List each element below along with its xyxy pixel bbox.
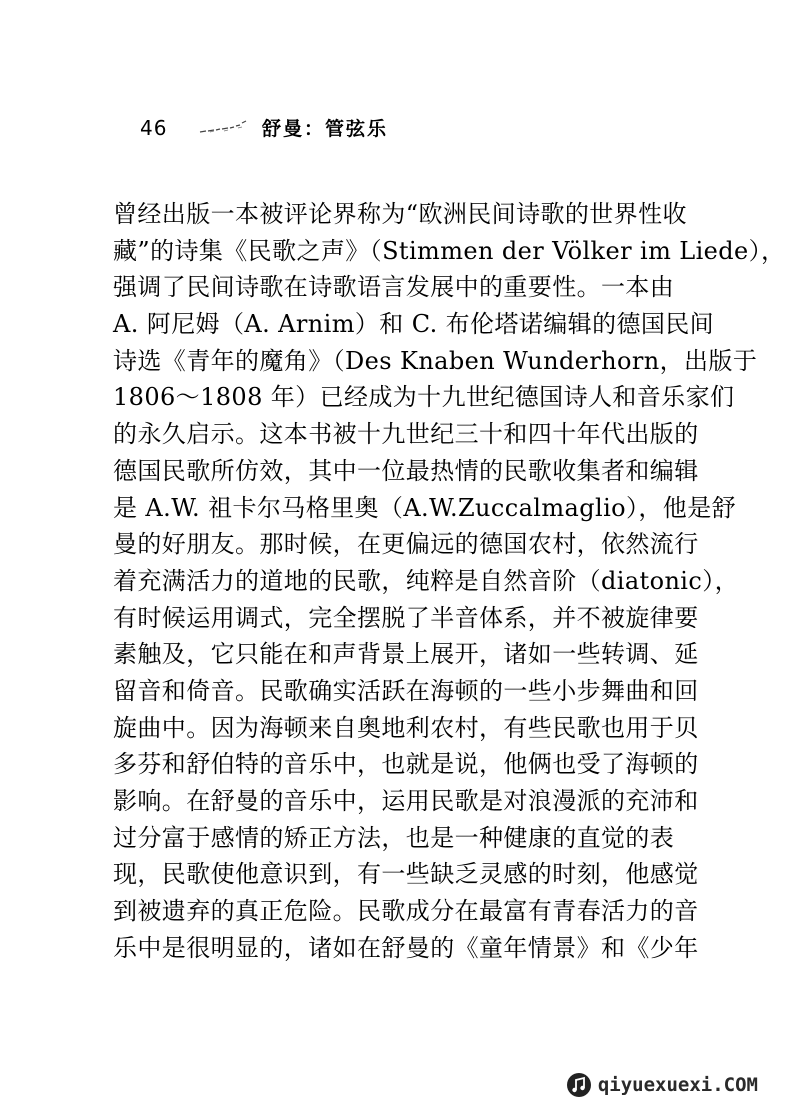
text-line: 是 A.W. 祖卡尔马格里奥（A.W.Zuccalmaglio），他是舒 bbox=[113, 493, 737, 522]
header-ornament-icon bbox=[198, 119, 248, 135]
text-line: 1806～1808 年）已经成为十九世纪德国诗人和音乐家们 bbox=[113, 383, 735, 412]
text-line: 着充满活力的道地的民歌，纯粹是自然音阶（diatonic）， bbox=[113, 566, 740, 595]
text-line: 过分富于感情的矫正方法，也是一种健康的直觉的表 bbox=[113, 823, 675, 852]
text-line: 德国民歌所仿效，其中一位最热情的民歌收集者和编辑 bbox=[113, 456, 699, 485]
text-line: A. 阿尼姆（A. Arnim）和 C. 布伦塔诺编辑的德国民间 bbox=[113, 310, 715, 339]
music-note-logo-icon bbox=[566, 1072, 592, 1098]
text-line: 诗选《青年的魔角》（Des Knaben Wunderhorn，出版于 bbox=[113, 346, 758, 375]
text-line: 素触及，它只能在和声背景上展开，诸如一些转调、延 bbox=[113, 640, 699, 669]
text-line: 多芬和舒伯特的音乐中，也就是说，他俩也受了海顿的 bbox=[113, 750, 699, 779]
text-line: 乐中是很明显的，诸如在舒曼的《童年情景》和《少年 bbox=[113, 933, 699, 962]
text-line: 现，民歌使他意识到，有一些缺乏灵感的时刻，他感觉 bbox=[113, 860, 699, 889]
text-line: 有时候运用调式，完全摆脱了半音体系，并不被旋律要 bbox=[113, 603, 699, 632]
text-line: 曾经出版一本被评论界称为“欧洲民间诗歌的世界性收 bbox=[113, 200, 687, 228]
body-text bbox=[113, 196, 786, 966]
text-line: 影响。在舒曼的音乐中，运用民歌是对浪漫派的充沛和 bbox=[113, 787, 699, 815]
site-watermark bbox=[566, 1072, 758, 1098]
text-line: 曼的好朋友。那时候，在更偏远的德国农村，依然流行 bbox=[113, 530, 699, 559]
text-line: 旋曲中。因为海顿来自奥地利农村，有些民歌也用于贝 bbox=[113, 713, 699, 742]
page-header bbox=[140, 114, 440, 146]
text-line: 的永久启示。这本书被十九世纪三十和四十年代出版的 bbox=[113, 420, 699, 449]
text-line: 藏”的诗集《民歌之声》（Stimmen der Völker im Liede）， bbox=[113, 236, 786, 265]
watermark-text: qiyuexuexi.COM bbox=[597, 1074, 758, 1096]
page-number: 46 bbox=[140, 116, 168, 140]
text-line: 留音和倚音。民歌确实活跃在海顿的一些小步舞曲和回 bbox=[113, 676, 699, 705]
text-line: 到被遗弃的真正危险。民歌成分在最富有青春活力的音 bbox=[113, 897, 699, 926]
text-line: 强调了民间诗歌在诗歌语言发展中的重要性。一本由 bbox=[113, 273, 675, 302]
running-title: 舒曼：管弦乐 bbox=[262, 118, 389, 140]
